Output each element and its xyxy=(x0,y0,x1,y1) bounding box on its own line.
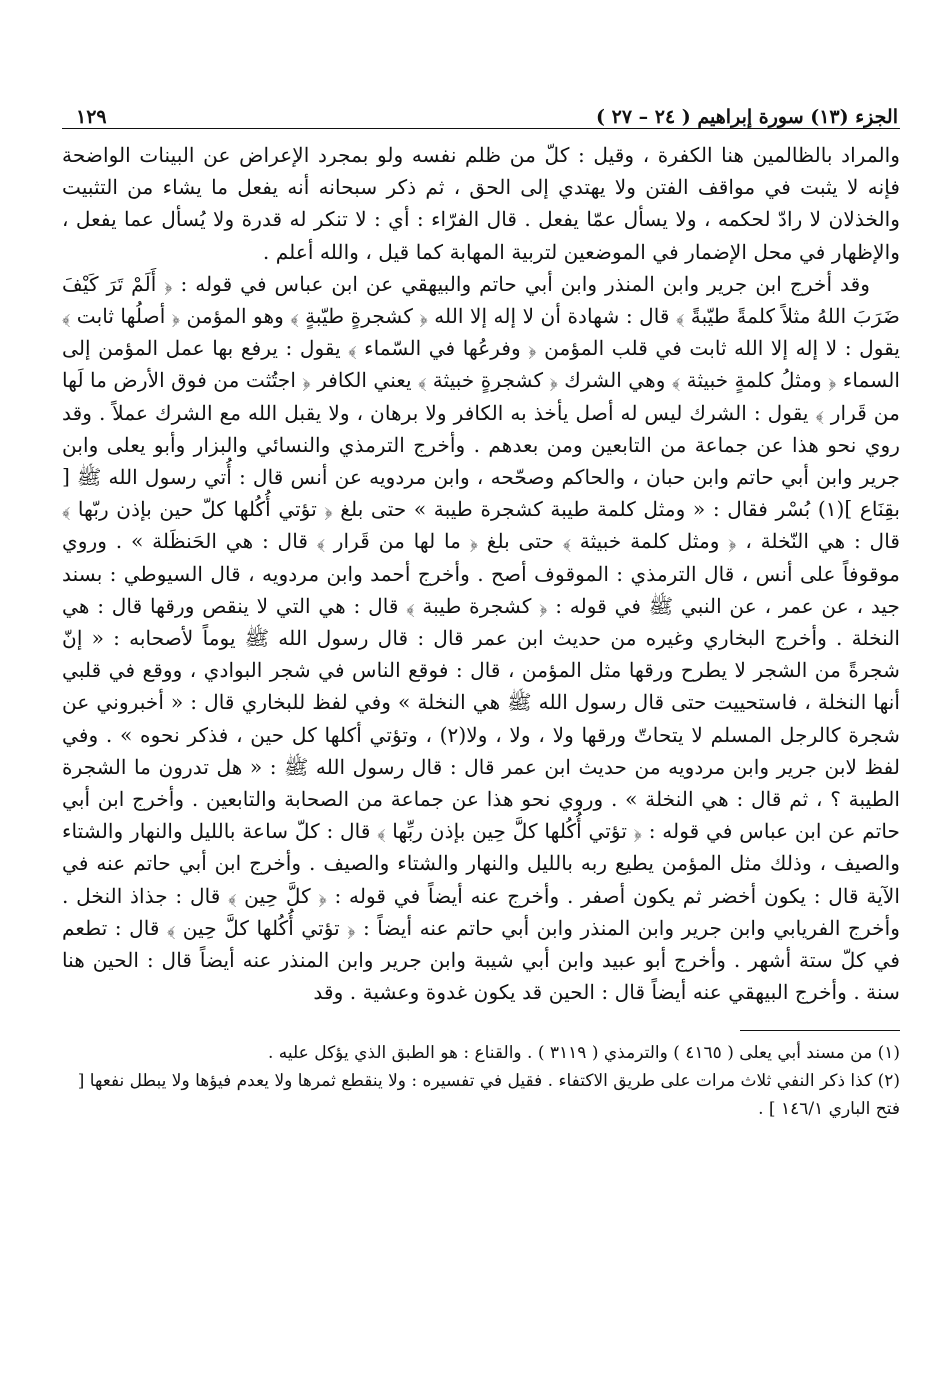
page-number: ١٢٩ xyxy=(76,106,107,128)
footnote: (١) من مسند أبي يعلى ( ٤١٦٥ ) والترمذي ( ٣١١٩ ) . والقناع : هو الطبق الذي يؤكل عليه . xyxy=(267,1043,900,1064)
main-text xyxy=(62,139,900,1008)
paragraph: وقد أخرج ابن جرير وابن المنذر وابن أبي حاتم والبيهقي عن ابن عباس في قوله : ﴿ أَلَمْ تَرَ كَيْفَ ضَرَبَ اللهُ مثلاً كلمةً طيّبةً ﴾ قال : شهادة أن لا إله إلا الله ﴿ كشجرةٍ طيّبةٍ ﴾ وهو المؤمن ﴿ أصلُها ثابت ﴾ يقول : لا إله إلا الله ثابت في قلب المؤمن ﴿ وفرعُها في السّماء ﴾ يقول : يرفع بها عمل المؤمن إلى السماء ﴿ ومثلُ كلمةٍ خبيثة ﴾ وهي الشرك ﴿ كشجرةٍ خبيثة ﴾ يعني الكافر ﴿ اجتُثت من فوق الأرض ما لَها من قَرار ﴾ يقول : الشرك ليس له أصل يأخذ به الكافر ولا برهان ، ولا يقبل الله مع الشرك عملاً . وقد روي نحو هذا عن جماعة من التابعين ومن بعدهم . وأخرج الترمذي والنسائي والبزار وأبو يعلى وابن جرير وابن أبي حاتم وابن حبان ، والحاكم وصحّحه ، وابن مردويه عن أنس قال : أُتي رسول الله ﷺ [ بقِنَاع ](١) بُسْر فقال : « ومثل كلمة طيبة كشجرة طيبة » حتى بلغ ﴿ تؤتي أُكُلها كلّ حين بإذن ربّها ﴾ قال : هي النّخلة ، ﴿ ومثل كلمة خبيثة ﴾ حتى بلغ ﴿ ما لها من قَرار ﴾ قال : هي الحَنظَلة » . وروي موقوفاً على أنس ، قال الترمذي : الموقوف أصح . وأخرج أحمد وابن مردويه ، قال السيوطي : بسند جيد ، عن عمر ، عن النبي ﷺ في قوله : ﴿ كشجرة طيبة ﴾ قال : هي التي لا ينقص ورقها قال : هي النخلة . وأخرج البخاري وغيره من حديث ابن عمر قال : قال رسول الله ﷺ يوماً لأصحابه : « إنّ شجرةً من الشجر لا يطرح ورقها مثل المؤمن ، قال : فوقع الناس في شجر البوادي ، ووقع في قلبي أنها النخلة ، فاستحييت حتى قال رسول الله ﷺ هي النخلة » وفي لفظ للبخاري قال : « أخبروني عن شجرة كالرجل المسلم لا يتحاتّ ورقها ولا ، ولا ، ولا(٢) ، وتؤتي أكلها كل حين ، فذكر نحوه » . وفي لفظ لابن جرير وابن مردويه من حديث ابن عمر قال : قال رسول الله ﷺ : « هل تدرون ما الشجرة الطيبة ؟ ، ثم قال : هي النخلة » . وروي نحو هذا عن جماعة من الصحابة والتابعين . وأخرج ابن أبي حاتم عن ابن عباس في قوله : ﴿ تؤتي أُكُلها كلَّ حِين بإذن ربِّها ﴾ قال : كلّ ساعة بالليل والنهار والشتاء والصيف ، وذلك مثل المؤمن يطيع ربه بالليل والنهار والشتاء والصيف . وأخرج ابن أبي حاتم عنه في الآية قال : يكون أخضر ثم يكون أصفر . وأخرج عنه أيضاً في قوله : ﴿ كلَّ حِين ﴾ قال : جذاذ النخل . وأخرج الفريابي وابن جرير وابن المنذر وابن أبي حاتم عنه أيضاً : ﴿ تؤتي أُكُلها كلَّ حِين ﴾ قال : تطعم في كلّ ستة أشهر . وأخرج أبو عبيد وابن أبي شيبة وابن جرير وابن المنذر عنه أيضاً قال : الحين هنا سنة . وأخرج البيهقي عنه أيضاً قال : الحين قد يكون غدوة وعشية . وقد xyxy=(62,271,901,1005)
paragraph: والمراد بالظالمين هنا الكفرة ، وقيل : كلّ من ظلم نفسه ولو بمجرد الإعراض عن البينات الواضحة فإنه لا يثبت في مواقف الفتن ولا يهتدي إلى الحق ، ثم ذكر سبحانه أنه يفعل ما يشاء من التثبيت والخذلان لا رادّ لحكمه ، ولا يسأل عمّا يفعل . قال الفرّاء : أي : لا تنكر له قدرة ولا يُسأل عما يفعل ، والإظهار في محل الإضمار في الموضعين لتربية المهابة كما قيل ، والله أعلم . xyxy=(62,143,900,264)
running-header xyxy=(62,92,900,129)
header-title: الجزء (١٣) سورة إبراهيم ( ٢٤ – ٢٧ ) xyxy=(596,106,898,128)
footnote-divider xyxy=(740,1030,900,1031)
footnote: (٢) كذا ذكر النفي ثلاث مرات على طريق الاكتفاء . فقيل في تفسيره : ولا ينقطع ثمرها ولا يعدم فيؤها ولا يبطل نفعها [ فتح الباري ١٤٦/١ ] . xyxy=(77,1071,900,1120)
footnotes xyxy=(62,1039,900,1123)
book-page xyxy=(62,92,900,1123)
